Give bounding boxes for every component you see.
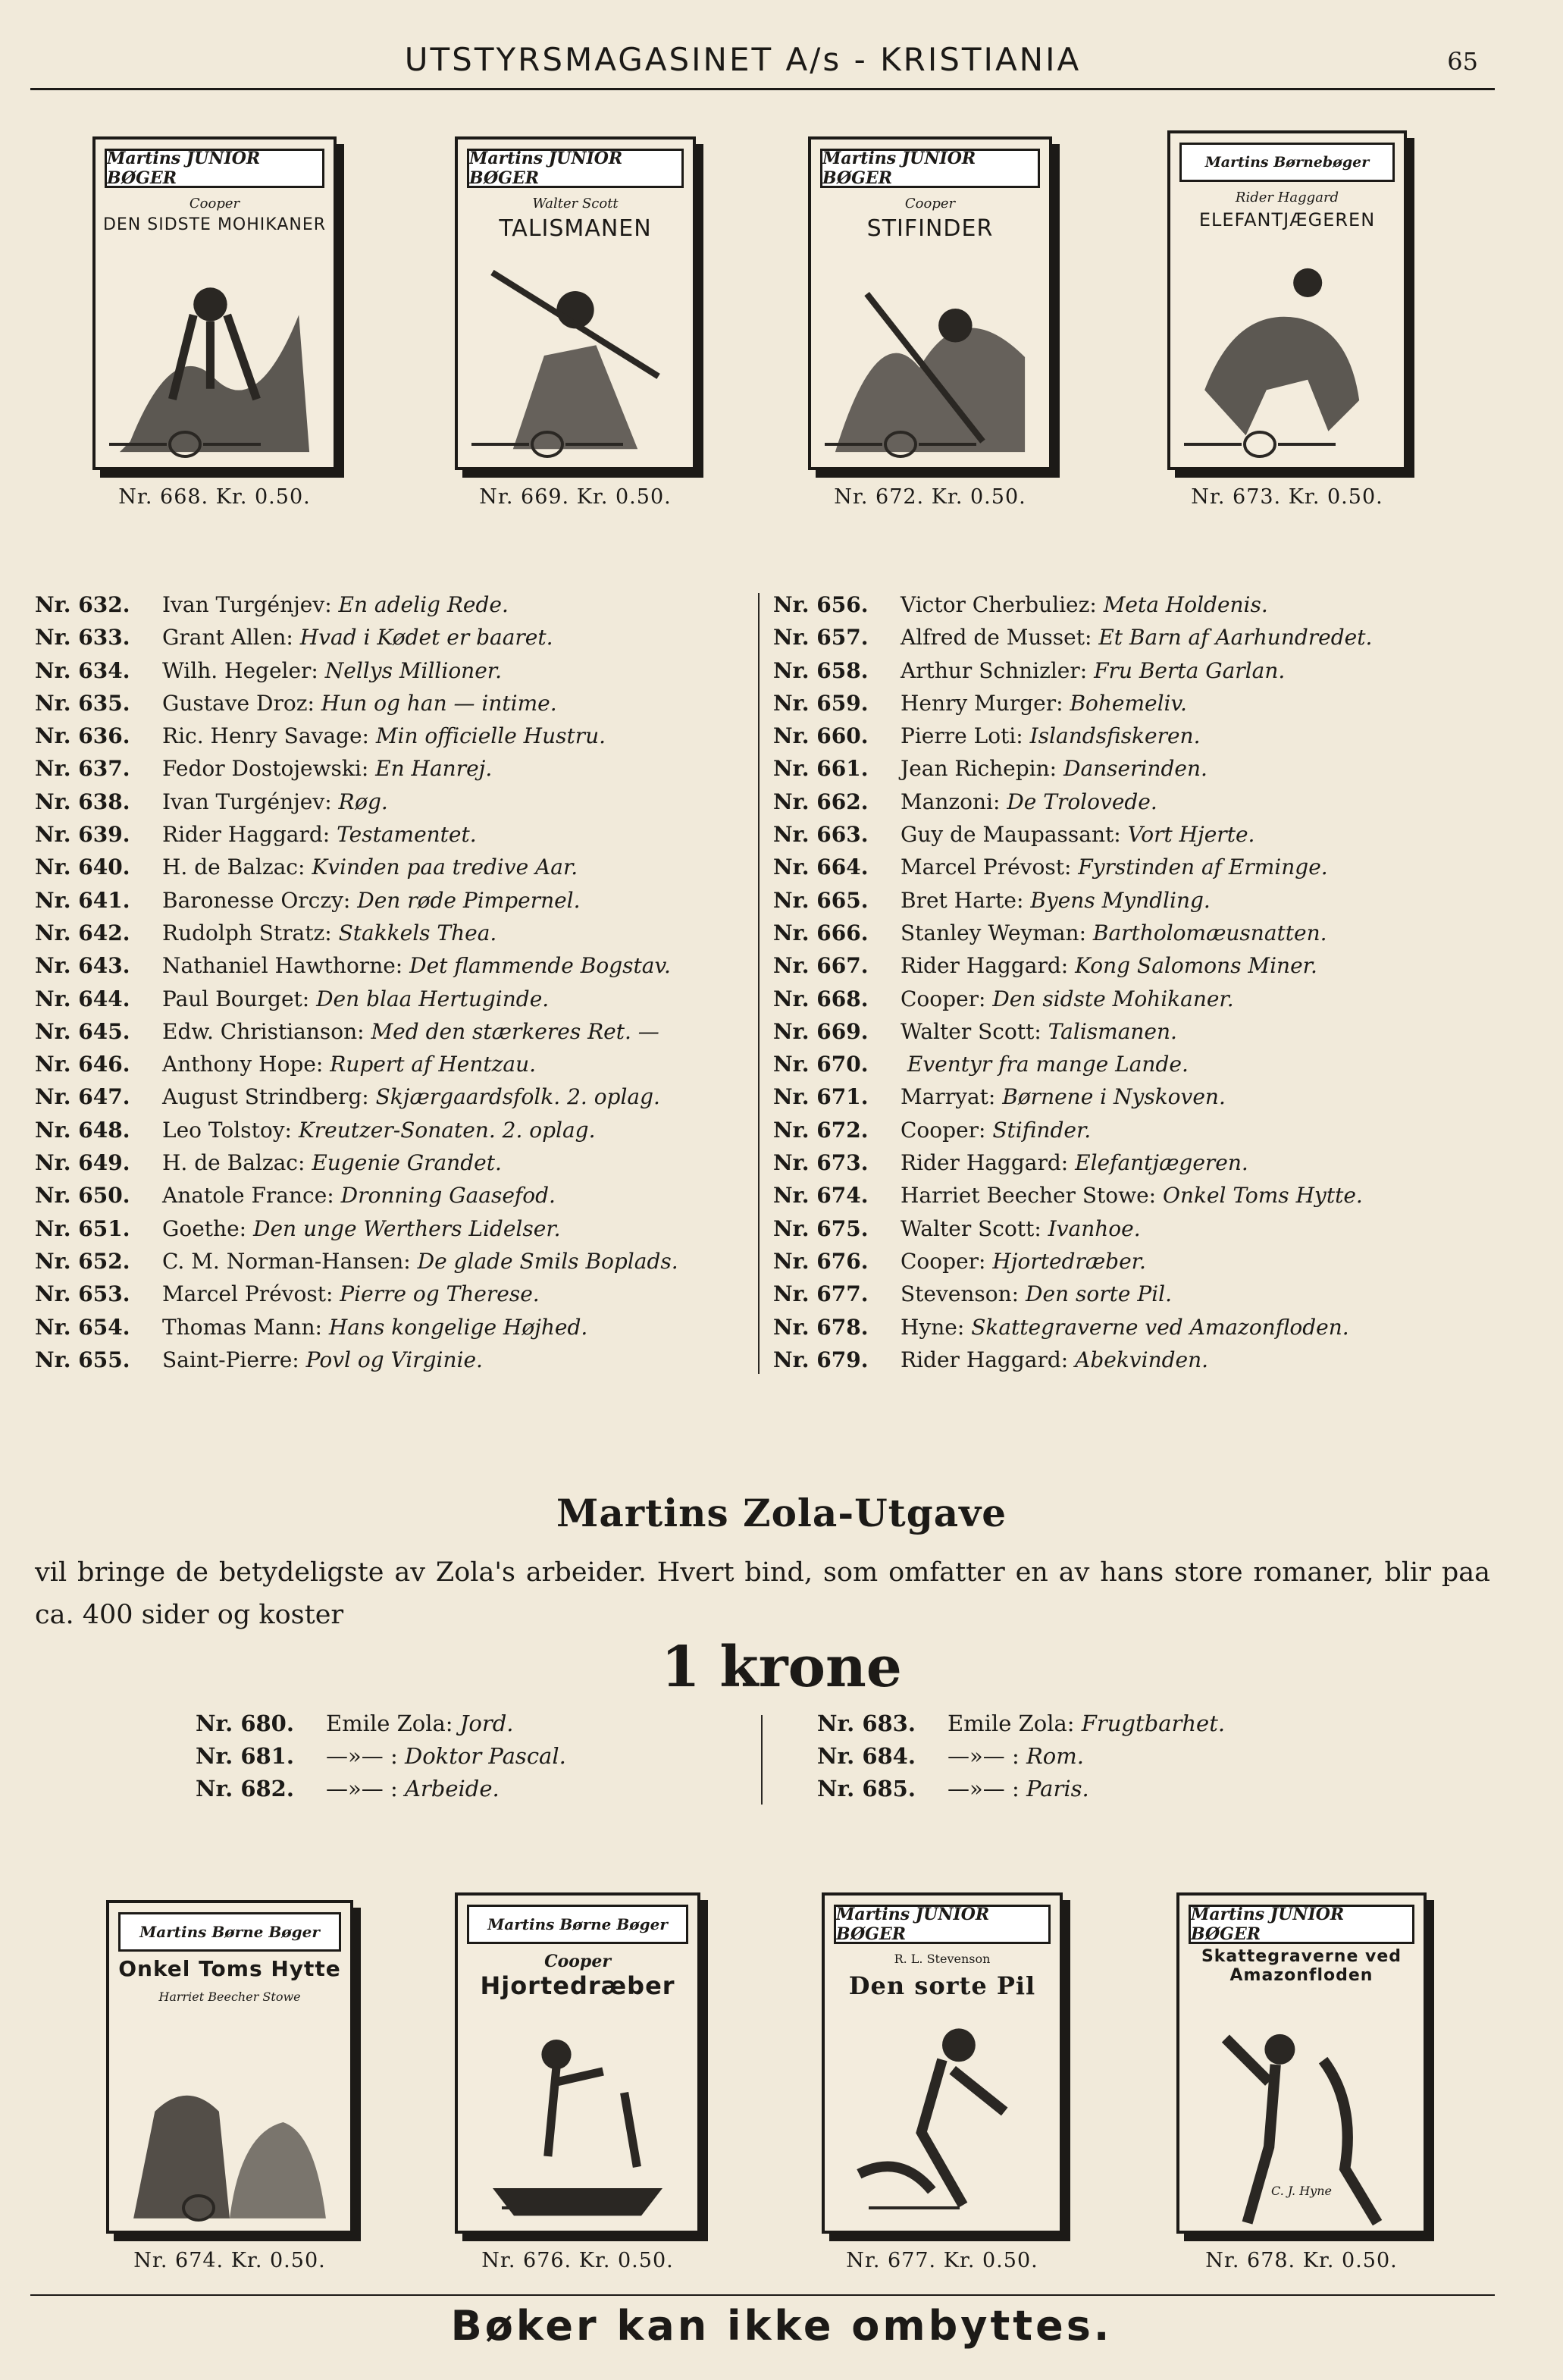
entry-title: Meta Holdenis. [1103, 592, 1268, 617]
entry-author: Baronesse Orczy: [162, 887, 351, 913]
entry-author: Emile Zola: [326, 1711, 453, 1736]
header-rule [30, 88, 1495, 90]
entry-title: Kreutzer-Sonaten. 2. oplag. [298, 1117, 596, 1143]
entry-author: Manzoni: [901, 789, 1001, 814]
catalog-entry [196, 1740, 772, 1773]
cover-author: C. J. Hyne [1271, 2184, 1332, 2198]
book-cover-669 [455, 136, 696, 531]
book-caption: Nr. 674. Kr. 0.50. [133, 2249, 326, 2272]
entry-number: Nr. 636. [35, 723, 130, 749]
entry-number: Nr. 653. [35, 1281, 130, 1307]
publisher-emblem [825, 429, 976, 459]
catalog-entry [35, 752, 763, 785]
cover-illustration [471, 252, 679, 459]
zola-description: vil bringe de betydeligste av Zola's arbeider. Hvert bind, som omfatter en av hans store romaner, blir paa ca. 400 sider og koster [35, 1557, 1490, 1630]
entry-title: Hjortedræber. [992, 1248, 1146, 1274]
entry-author: Marryat: [901, 1084, 996, 1110]
entry-number: Nr. 676. [773, 1248, 869, 1274]
cover-author: Cooper [189, 196, 240, 212]
cover-illustration [471, 2008, 684, 2220]
entry-number: Nr. 632. [35, 592, 130, 617]
cover-author: Rider Haggard [1235, 190, 1339, 205]
entry-title: Børnene i Nyskoven. [1002, 1084, 1226, 1110]
entry-author: August Strindberg: [162, 1084, 369, 1110]
catalog-entry [773, 1278, 1501, 1310]
zola-price: 1 krone [661, 1635, 902, 1700]
catalog-entry [773, 818, 1501, 851]
entry-title: En adelig Rede. [338, 592, 509, 617]
catalog-entry [773, 621, 1501, 654]
entry-title: Povl og Virginie. [305, 1347, 483, 1372]
entry-title: Eventyr fra mange Lande. [907, 1052, 1189, 1077]
entry-number: Nr. 660. [773, 723, 869, 749]
cover-author: Cooper [544, 1952, 611, 1971]
entry-title: Kong Salomons Miner. [1075, 953, 1317, 979]
entry-author: H. de Balzac: [162, 854, 305, 880]
catalog-entry [773, 1114, 1501, 1146]
entry-number: Nr. 661. [773, 756, 869, 782]
book-caption: Nr. 668. Kr. 0.50. [118, 485, 311, 509]
entry-author: Cooper: [901, 1248, 986, 1274]
catalog-entry [35, 1114, 763, 1146]
entry-number: Nr. 635. [35, 690, 130, 716]
entry-author: Anatole France: [162, 1183, 334, 1209]
entry-author: Marcel Prévost: [162, 1281, 334, 1307]
entry-title: Hun og han — intime. [321, 690, 557, 716]
entry-number: Nr. 642. [35, 920, 130, 945]
entry-number: Nr. 675. [773, 1215, 869, 1241]
series-logo: Martins JUNIOR BØGER [820, 149, 1040, 188]
zola-list-left [196, 1707, 772, 1805]
entry-number: Nr. 650. [35, 1183, 130, 1209]
entry-author: H. de Balzac: [162, 1150, 305, 1176]
page-number: 65 [1447, 47, 1478, 76]
entry-title: Kvinden paa tredive Aar. [312, 854, 578, 880]
entry-author: Walter Scott: [901, 1215, 1041, 1241]
entry-title: Den sidste Mohikaner. [992, 986, 1234, 1011]
entry-author: —»— : [326, 1743, 398, 1769]
catalog-entry [35, 1245, 763, 1278]
entry-title: Stifinder. [992, 1117, 1092, 1143]
catalog-entry [35, 687, 763, 720]
entry-author: Gustave Droz: [162, 690, 315, 716]
entry-number: Nr. 644. [35, 986, 130, 1011]
catalog-list-left [35, 588, 763, 1376]
entry-title: Talismanen. [1048, 1018, 1177, 1044]
catalog-entry [35, 1278, 763, 1310]
catalog-entry [35, 1311, 763, 1344]
zola-heading: Martins Zola-Utgave [556, 1491, 1007, 1535]
catalog-entry [35, 884, 763, 917]
entry-number: Nr. 666. [773, 920, 869, 945]
entry-number: Nr. 648. [35, 1117, 130, 1143]
catalog-entry [773, 720, 1501, 752]
entry-title: Stakkels Thea. [338, 920, 497, 945]
entry-number: Nr. 657. [773, 625, 869, 651]
catalog-entry [817, 1773, 1393, 1805]
entry-number: Nr. 684. [817, 1743, 916, 1769]
entry-number: Nr. 646. [35, 1052, 130, 1077]
footer-rule [30, 2294, 1495, 2296]
catalog-entry [35, 621, 763, 654]
catalog-entry [773, 949, 1501, 982]
footer-note: Bøker kan ikke ombyttes. [450, 2302, 1113, 2350]
entry-author: Ivan Turgénjev: [162, 789, 332, 814]
series-logo: Martins Børne Bøger [467, 1905, 688, 1944]
running-header: UTSTYRSMAGASINET A/s - KRISTIANIA [404, 41, 1082, 78]
entry-number: Nr. 667. [773, 953, 869, 979]
entry-author: Grant Allen: [162, 625, 293, 651]
book-cover-674 [106, 1900, 353, 2294]
catalog-entry [773, 1245, 1501, 1278]
entry-title: Med den stærkeres Ret. — [371, 1018, 659, 1044]
entry-number: Nr. 669. [773, 1018, 869, 1044]
cover-illustration [1193, 2017, 1410, 2234]
entry-author: Harriet Beecher Stowe: [901, 1183, 1157, 1209]
entry-title: En Hanrej. [375, 756, 493, 782]
zola-divider [761, 1715, 763, 1805]
entry-title: Testamentet. [337, 822, 477, 848]
entry-number: Nr. 652. [35, 1248, 130, 1274]
catalog-entry [773, 1212, 1501, 1245]
entry-title: Jord. [459, 1711, 514, 1736]
catalog-entry [35, 785, 763, 818]
entry-number: Nr. 651. [35, 1215, 130, 1241]
entry-number: Nr. 683. [817, 1711, 916, 1736]
publisher-emblem [838, 2193, 990, 2223]
cover-title: Den sorte Pil [848, 1971, 1036, 2000]
entry-title: Pierre og Therese. [340, 1281, 540, 1307]
entry-title: Elefantjægeren. [1075, 1150, 1248, 1176]
entry-author: Stevenson: [901, 1281, 1020, 1307]
entry-title: Den sorte Pil. [1026, 1281, 1172, 1307]
entry-title: Abekvinden. [1075, 1347, 1209, 1372]
catalog-entry [35, 654, 763, 687]
entry-title: Min officielle Hustru. [375, 723, 606, 749]
entry-author: —»— : [948, 1776, 1020, 1801]
catalog-list-right [773, 588, 1501, 1376]
entry-author: Ivan Turgénjev: [162, 592, 332, 617]
entry-title: Rupert af Hentzau. [330, 1052, 537, 1077]
entry-number: Nr. 645. [35, 1018, 130, 1044]
book-cover-673 [1167, 130, 1407, 531]
catalog-entry [773, 752, 1501, 785]
entry-number: Nr. 679. [773, 1347, 869, 1372]
cover-author: Harriet Beecher Stowe [158, 1990, 301, 2004]
book-cover-672 [808, 136, 1052, 531]
entry-number: Nr. 670. [773, 1052, 869, 1077]
cover-title: Skattegraverne ved Amazonfloden [1201, 1947, 1402, 1985]
catalog-entry [773, 851, 1501, 883]
entry-author: Cooper: [901, 986, 986, 1011]
entry-title: Det flammende Bogstav. [409, 953, 671, 979]
entry-title: Ivanhoe. [1048, 1215, 1141, 1241]
catalog-entry [773, 687, 1501, 720]
series-logo: Martins JUNIOR BØGER [1189, 1905, 1414, 1944]
entry-title: Fyrstinden af Erminge. [1078, 854, 1328, 880]
entry-author: Thomas Mann: [162, 1314, 322, 1340]
entry-number: Nr. 656. [773, 592, 869, 617]
entry-title: Bartholomæusnatten. [1092, 920, 1327, 945]
entry-author: Jean Richepin: [901, 756, 1057, 782]
entry-number: Nr. 647. [35, 1084, 130, 1110]
entry-title: Hvad i Kødet er baaret. [299, 625, 553, 651]
entry-number: Nr. 643. [35, 953, 130, 979]
publisher-emblem [471, 2193, 623, 2223]
entry-title: De glade Smils Boplads. [417, 1248, 678, 1274]
cover-illustration [1184, 246, 1390, 452]
catalog-entry [35, 588, 763, 621]
cover-author: Walter Scott [532, 196, 619, 212]
cover-author: R. L. Stevenson [894, 1952, 991, 1966]
publisher-emblem [123, 2193, 274, 2223]
book-cover-668 [92, 136, 337, 531]
entry-author: Rider Haggard: [901, 953, 1069, 979]
entry-author: Pierre Loti: [901, 723, 1023, 749]
catalog-entry [773, 917, 1501, 949]
entry-number: Nr. 649. [35, 1150, 130, 1176]
entry-number: Nr. 680. [196, 1711, 294, 1736]
entry-title: Den røde Pimpernel. [357, 887, 581, 913]
book-cover-678 [1176, 1892, 1427, 2294]
catalog-entry [35, 1048, 763, 1080]
catalog-entry [196, 1773, 772, 1805]
entry-author: Guy de Maupassant: [901, 822, 1121, 848]
entry-author: Anthony Hope: [162, 1052, 324, 1077]
book-caption: Nr. 672. Kr. 0.50. [834, 485, 1026, 509]
entry-title: Onkel Toms Hytte. [1163, 1183, 1363, 1209]
entry-author: —»— : [326, 1776, 398, 1801]
entry-title: Et Barn af Aarhundredet. [1098, 625, 1373, 651]
series-logo: Martins Børne Bøger [118, 1912, 341, 1952]
entry-number: Nr. 672. [773, 1117, 869, 1143]
entry-title: Hans kongelige Højhed. [328, 1314, 588, 1340]
entry-title: Vort Hjerte. [1127, 822, 1255, 848]
catalog-entry [35, 720, 763, 752]
entry-title: Dronning Gaasefod. [340, 1183, 556, 1209]
entry-author: Arthur Schnizler: [901, 657, 1088, 683]
entry-author: Hyne: [901, 1314, 965, 1340]
entry-number: Nr. 633. [35, 625, 130, 651]
entry-author: Cooper: [901, 1117, 986, 1143]
catalog-entry [35, 1015, 763, 1048]
entry-title: Eugenie Grandet. [312, 1150, 502, 1176]
book-cover-677 [822, 1892, 1063, 2294]
entry-author: Rudolph Stratz: [162, 920, 332, 945]
zola-list-right [817, 1707, 1393, 1805]
entry-number: Nr. 662. [773, 789, 869, 814]
catalog-entry [773, 1146, 1501, 1179]
entry-title: Skattegraverne ved Amazonfloden. [971, 1314, 1349, 1340]
entry-number: Nr. 664. [773, 854, 869, 880]
book-cover-676 [455, 1892, 700, 2294]
catalog-entry [35, 983, 763, 1015]
catalog-entry [35, 851, 763, 883]
cover-title: STIFINDER [866, 215, 994, 242]
catalog-entry [773, 884, 1501, 917]
entry-number: Nr. 671. [773, 1084, 869, 1110]
entry-title: De Trolovede. [1007, 789, 1157, 814]
entry-number: Nr. 674. [773, 1183, 869, 1209]
publisher-emblem [1184, 429, 1336, 459]
entry-author: Bret Harte: [901, 887, 1024, 913]
publisher-emblem [471, 429, 623, 459]
catalog-entry [35, 949, 763, 982]
entry-title: Frugtbarhet. [1081, 1711, 1226, 1736]
entry-author: Rider Haggard: [162, 822, 330, 848]
catalog-entry [773, 983, 1501, 1015]
entry-title: Bohemeliv. [1070, 690, 1187, 716]
entry-number: Nr. 654. [35, 1314, 130, 1340]
entry-author: Alfred de Musset: [901, 625, 1092, 651]
entry-number: Nr. 638. [35, 789, 130, 814]
entry-author: C. M. Norman-Hansen: [162, 1248, 411, 1274]
catalog-entry [773, 785, 1501, 818]
entry-author: Wilh. Hegeler: [162, 657, 318, 683]
entry-number: Nr. 663. [773, 822, 869, 848]
column-divider [758, 593, 760, 1374]
series-logo: Martins JUNIOR BØGER [105, 149, 324, 188]
entry-number: Nr. 681. [196, 1743, 294, 1769]
cover-illustration [838, 2008, 1046, 2215]
catalog-entry [35, 917, 763, 949]
catalog-entry [35, 1146, 763, 1179]
entry-number: Nr. 668. [773, 986, 869, 1011]
catalog-entry [35, 1179, 763, 1212]
entry-number: Nr. 677. [773, 1281, 869, 1307]
catalog-entry [35, 1212, 763, 1245]
entry-number: Nr. 640. [35, 854, 130, 880]
entry-number: Nr. 641. [35, 887, 130, 913]
entry-author: Walter Scott: [901, 1018, 1041, 1044]
book-caption: Nr. 677. Kr. 0.50. [846, 2249, 1038, 2272]
entry-author: Stanley Weyman: [901, 920, 1086, 945]
entry-author: Goethe: [162, 1215, 247, 1241]
entry-number: Nr. 682. [196, 1776, 294, 1801]
entry-author: Fedor Dostojewski: [162, 756, 369, 782]
cover-title: TALISMANEN [499, 215, 652, 242]
entry-title: Byens Myndling. [1030, 887, 1211, 913]
entry-title: Den unge Werthers Lidelser. [253, 1215, 561, 1241]
book-caption: Nr. 669. Kr. 0.50. [479, 485, 672, 509]
entry-title: Doktor Pascal. [404, 1743, 566, 1769]
catalog-entry [817, 1707, 1393, 1740]
entry-author: Henry Murger: [901, 690, 1063, 716]
cover-author: Cooper [904, 196, 956, 212]
entry-title: Arbeide. [404, 1776, 500, 1801]
entry-title: Islandsfiskeren. [1029, 723, 1201, 749]
cover-title: ELEFANTJÆGEREN [1198, 209, 1376, 230]
catalog-entry [773, 1179, 1501, 1212]
entry-author: —»— : [948, 1743, 1020, 1769]
entry-author: Victor Cherbuliez: [901, 592, 1097, 617]
entry-author: Saint-Pierre: [162, 1347, 299, 1372]
series-logo: Martins JUNIOR BØGER [467, 149, 684, 188]
book-caption: Nr. 673. Kr. 0.50. [1191, 485, 1383, 509]
entry-number: Nr. 637. [35, 756, 130, 782]
entry-number: Nr. 658. [773, 657, 869, 683]
entry-title: Nellys Millioner. [324, 657, 502, 683]
entry-title: Skjærgaardsfolk. 2. oplag. [375, 1084, 660, 1110]
catalog-entry [35, 1080, 763, 1113]
entry-author: Edw. Christianson: [162, 1018, 365, 1044]
entry-number: Nr. 685. [817, 1776, 916, 1801]
series-logo: Martins JUNIOR BØGER [834, 1905, 1051, 1944]
book-caption: Nr. 676. Kr. 0.50. [481, 2249, 674, 2272]
entry-author: Rider Haggard: [901, 1150, 1069, 1176]
entry-number: Nr. 634. [35, 657, 130, 683]
entry-author: Rider Haggard: [901, 1347, 1069, 1372]
publisher-emblem [109, 429, 261, 459]
entry-number: Nr. 659. [773, 690, 869, 716]
entry-number: Nr. 673. [773, 1150, 869, 1176]
entry-title: Den blaa Hertuginde. [316, 986, 550, 1011]
catalog-entry [773, 1311, 1501, 1344]
catalog-entry [817, 1740, 1393, 1773]
entry-number: Nr. 639. [35, 822, 130, 848]
catalog-entry [773, 588, 1501, 621]
catalog-entry [35, 1344, 763, 1376]
cover-title: DEN SIDSTE MOHIKANER [102, 215, 327, 234]
entry-title: Paris. [1026, 1776, 1089, 1801]
catalog-entry [196, 1707, 772, 1740]
catalog-entry [773, 1344, 1501, 1376]
entry-author: Paul Bourget: [162, 986, 310, 1011]
entry-number: Nr. 678. [773, 1314, 869, 1340]
catalog-entry [773, 1015, 1501, 1048]
entry-author: Emile Zola: [948, 1711, 1075, 1736]
catalog-entry [773, 654, 1501, 687]
entry-title: Røg. [338, 789, 388, 814]
entry-title: Danserinden. [1063, 756, 1207, 782]
catalog-entry [773, 1080, 1501, 1113]
cover-title: Onkel Toms Hytte [118, 1956, 341, 1981]
entry-author: Marcel Prévost: [901, 854, 1072, 880]
entry-author: Leo Tolstoy: [162, 1117, 292, 1143]
entry-title: Fru Berta Garlan. [1094, 657, 1286, 683]
entry-author: Nathaniel Hawthorne: [162, 953, 403, 979]
cover-title: Hjortedræber [480, 1971, 675, 2000]
entry-number: Nr. 665. [773, 887, 869, 913]
catalog-entry [773, 1048, 1501, 1080]
entry-title: Rom. [1026, 1743, 1084, 1769]
book-caption: Nr. 678. Kr. 0.50. [1205, 2249, 1398, 2272]
catalog-entry [35, 818, 763, 851]
series-logo: Martins Børnebøger [1179, 143, 1395, 182]
entry-author: Ric. Henry Savage: [162, 723, 369, 749]
entry-number: Nr. 655. [35, 1347, 130, 1372]
